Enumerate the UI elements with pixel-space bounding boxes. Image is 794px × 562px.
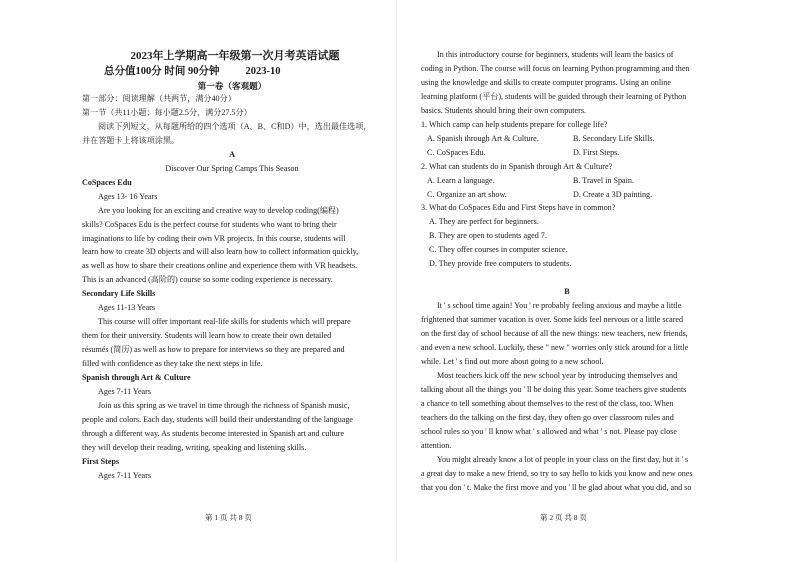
page-1-column (82, 48, 382, 483)
camp-ages: Ages 7-11 Years (98, 470, 151, 480)
option-a: A. Spanish through Art & Culture. (427, 133, 539, 143)
question-2 (421, 160, 713, 202)
camp-ages: Ages 11-13 Years (98, 303, 156, 313)
passage-title: Discover Our Spring Camps This Season (165, 163, 299, 173)
question-3 (421, 201, 713, 271)
text-line: skills? CoSpaces Edu is the perfect course for students who want to bring their (82, 219, 337, 229)
exam-date: 2023-10 (245, 66, 281, 77)
option-a: A. They are perfect for beginners. (429, 217, 539, 227)
option-d: D. Create a 3D painting. (573, 189, 653, 199)
text-line: as well as how to share their creations online and experience them with VR headsets. (82, 261, 358, 271)
text-line: they will develop their reading, writing, speaking and listening skills. (82, 442, 307, 452)
text-line: Most teachers kick off the new school year by introducing themselves and (437, 370, 678, 380)
camp-secondary-life-skills (82, 287, 382, 371)
passage-label-a: A (229, 149, 235, 159)
text-line: school rules so you ' ll know what ' s allowed and what ' s not. Please pay close (421, 426, 677, 436)
option-b: B. Secondary Life Skills. (573, 133, 655, 143)
text-line: them for their university. Students will learn how to create their own detailed (82, 331, 332, 341)
score-time-line (82, 64, 382, 80)
text-line: people and colors. Each day, students will build their understanding of the language (82, 414, 353, 424)
camp-ages: Ages 7-11 Years (98, 387, 151, 397)
camp-ages: Ages 13- 16 Years (98, 191, 158, 201)
exam-title: 2023年上学期高一年级第一次月考英语试题 (130, 50, 340, 62)
text-line: talking about all the things you ' ll be doing this year. Some teachers give students (421, 384, 687, 394)
text-line: Join us this spring as we travel in time through the richness of Spanish music, (98, 400, 350, 410)
option-c: C. They offer courses in computer science. (429, 245, 568, 255)
text-line: This course will offer important real-life skills for students which will prepare (98, 317, 351, 327)
option-row (421, 188, 713, 202)
text-line: résumés (简历) as well as how to prepare for interviews so they are prepared and (82, 345, 345, 355)
text-line: on the first day of school because of all the new things: new teachers, new friends, (421, 329, 688, 339)
text-line: that you don ' t. Make the first move and you ' ll be glad about what you did, and so (421, 482, 692, 492)
part-heading: 第一部分：阅读理解（共两节，满分40分） (82, 94, 236, 103)
page-2-column (421, 48, 713, 495)
text-line: attention. (421, 440, 452, 450)
camp-first-steps (82, 455, 382, 483)
camp-spanish (82, 371, 382, 455)
camp-cospaces (82, 176, 382, 288)
text-line: basics. Students should bring their own computers. (421, 105, 587, 115)
page-number: 第 2 页 共 8 页 (540, 513, 587, 522)
question-stem: 2. What can students do in Spanish through Art & Culture? (421, 161, 613, 171)
spacer (421, 271, 713, 285)
option-row (421, 174, 713, 188)
option-c: C. Organize an art show. (427, 189, 507, 199)
text-line: a chance to tell something about themselves to the rest of the class, too. When (421, 398, 674, 408)
text-line: This is an advanced (高阶的) course so some coding experience is necessary. (82, 275, 333, 285)
text-line: learning platform (平台), students will be guided through their learning of Python (421, 91, 687, 101)
option-c: C. CoSpaces Edu. (427, 147, 486, 157)
question-stem: 1. Which camp can help students prepare for college life? (421, 119, 608, 129)
text-line: and even a new school. Luckily, these " new " worries only stick around for a little (421, 343, 689, 353)
text-line: through a different way. As students become interested in Spanish art and culture (82, 428, 345, 438)
text-line: using the knowledge and skills to create computer programs. Using an online (421, 77, 671, 87)
exam-page-2 (397, 0, 794, 562)
text-line: filled with confidence as they take the next steps in life. (82, 359, 263, 369)
question-1 (421, 118, 713, 160)
text-line: frightened that summer vacation is over. Some kids feel nervous or a little scared (421, 315, 684, 325)
text-line: teachers do the talking on the first day, they often go over classroom rules and (421, 412, 674, 422)
camp-name: First Steps (82, 456, 120, 466)
passage-label-b: B (564, 287, 570, 297)
option-a: A. Learn a language. (427, 175, 495, 185)
option-b: B. They are open to students aged 7. (429, 231, 547, 241)
text-line: You might already know a lot of people in your class on the first day, but it ' s (437, 454, 689, 464)
camp-name: Secondary Life Skills (82, 289, 156, 299)
text-line: imaginations to life by coding their own VR projects. In this course, students will (82, 233, 346, 243)
option-d: D. First Steps. (573, 147, 620, 157)
page-number: 第 1 页 共 8 页 (205, 513, 252, 522)
score-time: 总分值100分 时间 90分钟 (104, 66, 220, 77)
camp-name: Spanish through Art & Culture (82, 373, 191, 383)
option-row (421, 132, 713, 146)
text-line: a great day to make a new friend, so try to say hello to kids you know and new ones (421, 468, 693, 478)
volume-heading: 第一卷（客观题） (197, 81, 267, 91)
section-heading: 第一节（共11小题；每小题2.5分，满分27.5分） (82, 107, 252, 117)
instruction-line-1: 阅读下列短文，从每题所给的四个选项（A、B、C和D）中，选出最佳选项， (98, 121, 372, 131)
passage-b (421, 299, 713, 494)
camp-name: CoSpaces Edu (82, 177, 132, 187)
text-line: Are you looking for an exciting and creative way to develop coding(编程) (98, 205, 339, 215)
option-row (421, 146, 713, 160)
instruction-line-2: 并在答题卡上将该项涂黑。 (82, 135, 180, 145)
text-line: In this introductory course for beginners, students will learn the basics of (437, 50, 674, 59)
text-line: learn how to create 3D objects and will also learn how to collect information quickly, (82, 247, 359, 257)
option-d: D. They provide free computers to students. (429, 259, 572, 269)
question-stem: 3. What do CoSpaces Edu and First Steps have in common? (421, 203, 616, 213)
text-line: coding in Python. The course will focus on learning Python programming and then (421, 63, 690, 73)
text-line: It ' s school time again! You ' re probably feeling anxious and maybe a little (437, 301, 682, 311)
option-b: B. Travel in Spain. (573, 175, 634, 185)
text-line: while. Let ' s find out more about going to a new school. (421, 357, 604, 367)
